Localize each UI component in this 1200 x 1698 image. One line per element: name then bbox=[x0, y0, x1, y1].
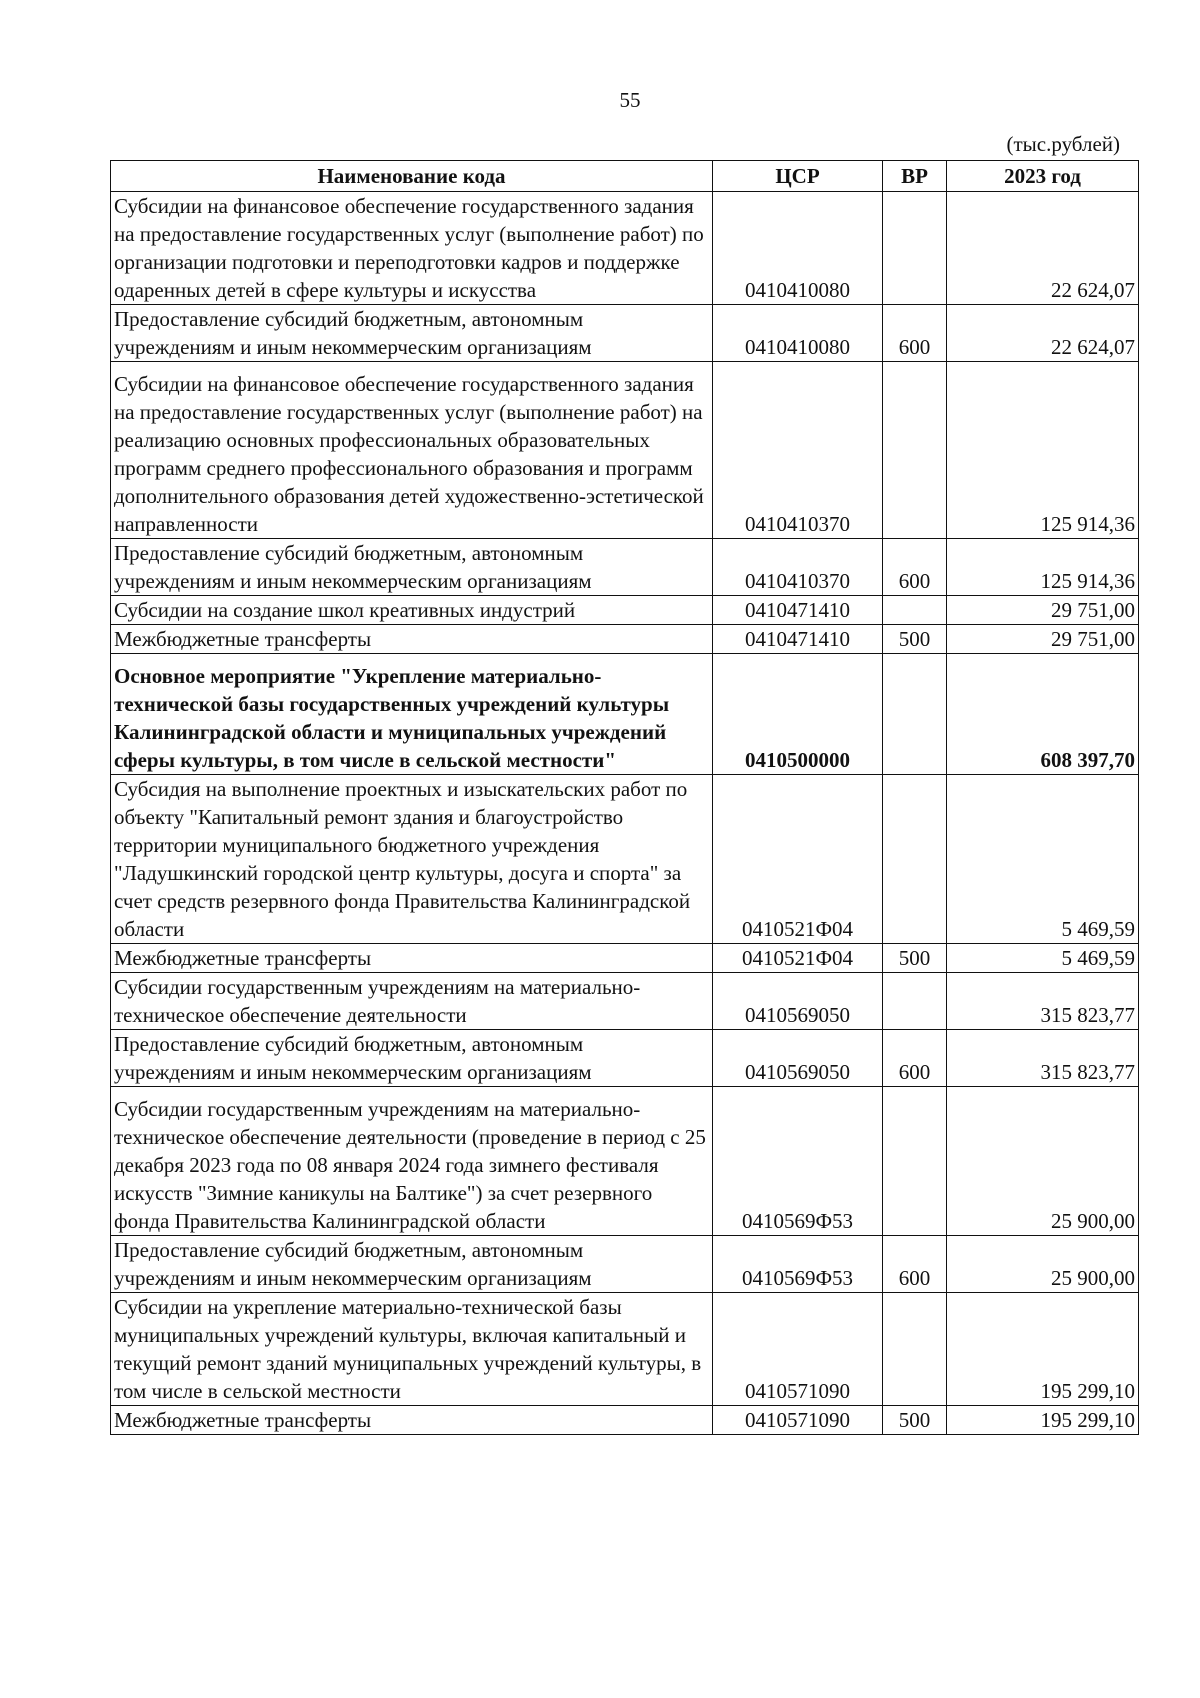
row-csr: 0410471410 bbox=[713, 625, 883, 654]
row-vr bbox=[883, 775, 947, 944]
table-row bbox=[111, 625, 1139, 654]
row-name: Межбюджетные трансферты bbox=[111, 944, 713, 973]
row-name: Субсидии на финансовое обеспечение государственного задания на предоставление государственных услуг (выполнение работ) по организации подготовки и переподготовки кадров и поддержке одаренных детей в сфере культуры и искусства bbox=[111, 192, 713, 305]
row-vr bbox=[883, 1293, 947, 1406]
row-vr: 600 bbox=[883, 539, 947, 596]
row-amount: 25 900,00 bbox=[947, 1236, 1139, 1293]
table-row bbox=[111, 1293, 1139, 1406]
row-name: Субсидии государственным учреждениям на материально-техническое обеспечение деятельности (проведение в период с 25 декабря 2023 года по 08 января 2024 года зимнего фестиваля искусств "Зимние каникулы на Балтике") за счет резервного фонда Правительства Калининградской области bbox=[111, 1087, 713, 1236]
row-amount: 195 299,10 bbox=[947, 1293, 1139, 1406]
row-name: Субсидия на выполнение проектных и изыскательских работ по объекту "Капитальный ремонт здания и благоустройство территории муниципального бюджетного учреждения "Ладушкинский городской центр культуры, досуга и спорта" за счет средств резервного фонда Правительства Калининградской области bbox=[111, 775, 713, 944]
row-csr: 0410571090 bbox=[713, 1293, 883, 1406]
row-csr: 0410521Ф04 bbox=[713, 944, 883, 973]
row-vr: 600 bbox=[883, 1030, 947, 1087]
row-vr: 500 bbox=[883, 1406, 947, 1435]
row-name: Предоставление субсидий бюджетным, автономным учреждениям и иным некоммерческим организациям bbox=[111, 1236, 713, 1293]
table-row bbox=[111, 1236, 1139, 1293]
row-amount: 5 469,59 bbox=[947, 944, 1139, 973]
row-name: Межбюджетные трансферты bbox=[111, 625, 713, 654]
row-amount: 125 914,36 bbox=[947, 539, 1139, 596]
row-amount: 315 823,77 bbox=[947, 973, 1139, 1030]
row-vr: 500 bbox=[883, 625, 947, 654]
header-vr: ВР bbox=[883, 161, 947, 192]
row-amount: 5 469,59 bbox=[947, 775, 1139, 944]
table-row bbox=[111, 944, 1139, 973]
row-amount: 315 823,77 bbox=[947, 1030, 1139, 1087]
row-name: Основное мероприятие "Укрепление материально-технической базы государственных учреждений культуры Калининградской области и муниципальных учреждений сферы культуры, в том числе в сельской местности" bbox=[111, 654, 713, 775]
row-amount: 22 624,07 bbox=[947, 305, 1139, 362]
row-csr: 0410410080 bbox=[713, 192, 883, 305]
row-amount: 125 914,36 bbox=[947, 362, 1139, 539]
row-amount: 608 397,70 bbox=[947, 654, 1139, 775]
row-csr: 0410410080 bbox=[713, 305, 883, 362]
row-vr bbox=[883, 973, 947, 1030]
row-vr: 600 bbox=[883, 1236, 947, 1293]
table-row bbox=[111, 539, 1139, 596]
row-amount: 22 624,07 bbox=[947, 192, 1139, 305]
row-csr: 0410500000 bbox=[713, 654, 883, 775]
table-row bbox=[111, 1087, 1139, 1236]
table-row-main-event bbox=[111, 654, 1139, 775]
budget-table bbox=[110, 160, 1139, 1435]
row-vr: 500 bbox=[883, 944, 947, 973]
row-amount: 29 751,00 bbox=[947, 596, 1139, 625]
row-name: Субсидии государственным учреждениям на материально-техническое обеспечение деятельности bbox=[111, 973, 713, 1030]
row-vr bbox=[883, 654, 947, 775]
row-csr: 0410471410 bbox=[713, 596, 883, 625]
row-vr bbox=[883, 362, 947, 539]
row-amount: 25 900,00 bbox=[947, 1087, 1139, 1236]
row-vr bbox=[883, 192, 947, 305]
row-csr: 0410569050 bbox=[713, 1030, 883, 1087]
row-vr bbox=[883, 1087, 947, 1236]
table-row bbox=[111, 596, 1139, 625]
table-row bbox=[111, 775, 1139, 944]
row-csr: 0410569050 bbox=[713, 973, 883, 1030]
row-amount: 29 751,00 bbox=[947, 625, 1139, 654]
header-name: Наименование кода bbox=[111, 161, 713, 192]
row-csr: 0410521Ф04 bbox=[713, 775, 883, 944]
table-row bbox=[111, 1406, 1139, 1435]
table-row bbox=[111, 973, 1139, 1030]
row-csr: 0410569Ф53 bbox=[713, 1087, 883, 1236]
table-row bbox=[111, 305, 1139, 362]
row-vr: 600 bbox=[883, 305, 947, 362]
page-number: 55 bbox=[619, 88, 641, 112]
row-name: Субсидии на укрепление материально-технической базы муниципальных учреждений культуры, включая капитальный и текущий ремонт зданий муниципальных учреждений культуры, в том числе в сельской местности bbox=[111, 1293, 713, 1406]
row-amount: 195 299,10 bbox=[947, 1406, 1139, 1435]
row-csr: 0410569Ф53 bbox=[713, 1236, 883, 1293]
row-csr: 0410571090 bbox=[713, 1406, 883, 1435]
table-row bbox=[111, 1030, 1139, 1087]
row-csr: 0410410370 bbox=[713, 539, 883, 596]
row-vr bbox=[883, 596, 947, 625]
units-label: (тыс.рублей) bbox=[1006, 132, 1120, 156]
row-name: Предоставление субсидий бюджетным, автономным учреждениям и иным некоммерческим организациям bbox=[111, 1030, 713, 1087]
table-row bbox=[111, 362, 1139, 539]
row-name: Субсидии на создание школ креативных индустрий bbox=[111, 596, 713, 625]
table-row bbox=[111, 192, 1139, 305]
header-year: 2023 год bbox=[947, 161, 1139, 192]
table-header-row bbox=[111, 161, 1139, 192]
header-csr: ЦСР bbox=[713, 161, 883, 192]
row-name: Субсидии на финансовое обеспечение государственного задания на предоставление государственных услуг (выполнение работ) на реализацию основных профессиональных образовательных программ среднего профессионального образования и программ дополнительного образования детей художественно-эстетической направленности bbox=[111, 362, 713, 539]
row-name: Межбюджетные трансферты bbox=[111, 1406, 713, 1435]
row-name: Предоставление субсидий бюджетным, автономным учреждениям и иным некоммерческим организациям bbox=[111, 539, 713, 596]
row-csr: 0410410370 bbox=[713, 362, 883, 539]
row-name: Предоставление субсидий бюджетным, автономным учреждениям и иным некоммерческим организациям bbox=[111, 305, 713, 362]
